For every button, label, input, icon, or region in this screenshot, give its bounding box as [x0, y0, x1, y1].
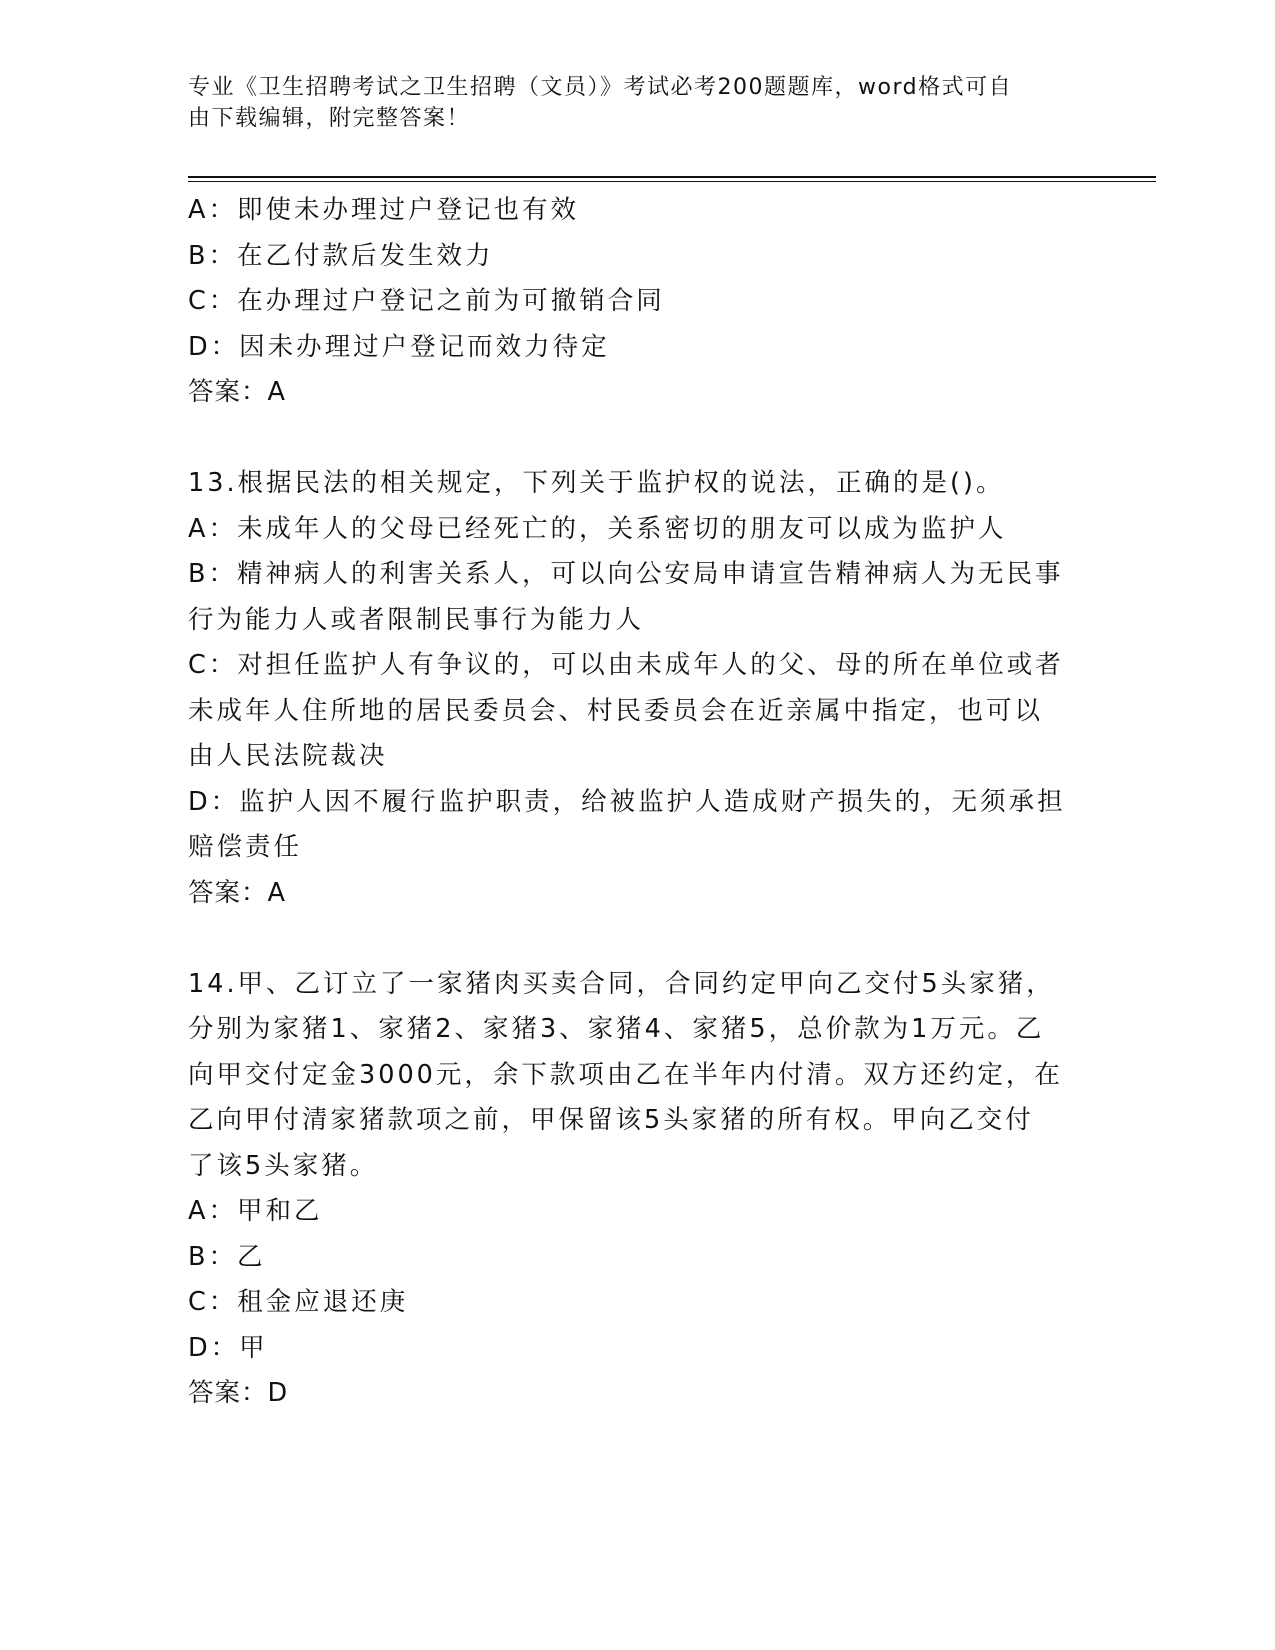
- q13-option-c-line-3: 由人民法院裁决: [188, 741, 388, 771]
- q13-option-c-line-2: 未成年人住所地的居民委员会、村民委员会在近亲属中指定，也可以: [188, 695, 1044, 726]
- document-body: [188, 188, 1088, 1417]
- q14-stem-line-5: 了该5头家猪。: [188, 1150, 379, 1181]
- header-line-2: 由下载编辑，附完整答案！: [188, 106, 471, 131]
- q14-stem-line-3: 向甲交付定金3000元，余下款项由乙在半年内付清。双方还约定，在: [188, 1059, 1063, 1090]
- q14-stem-line-4: 乙向甲付清家猪款项之前，甲保留该5头家猪的所有权。甲向乙交付: [188, 1105, 1034, 1135]
- q12-option-d: D：因未办理过户登记而效力待定: [188, 331, 610, 362]
- question-13-block: [188, 461, 1088, 916]
- q14-option-b: B：乙: [188, 1241, 266, 1272]
- header-divider-thin: [188, 181, 1156, 182]
- q13-answer: 答案：A: [188, 877, 286, 908]
- q12-answer: 答案：A: [188, 377, 286, 407]
- q13-option-b-line-2: 行为能力人或者限制民事行为能力人: [188, 604, 645, 635]
- q12-option-a: A：即使未办理过户登记也有效: [188, 195, 579, 225]
- q14-option-c: C：租金应退还庚: [188, 1287, 409, 1317]
- spacer: [188, 916, 1088, 962]
- q14-stem-line-1: 14.甲、乙订立了一家猪肉买卖合同，合同约定甲向乙交付5头家猪，: [188, 968, 1055, 999]
- spacer: [188, 416, 1088, 462]
- q13-option-a: A：未成年人的父母已经死亡的，关系密切的朋友可以成为监护人: [188, 513, 1007, 544]
- q13-option-c-line-1: C：对担任监护人有争议的，可以由未成年人的父、母的所在单位或者: [188, 650, 1064, 680]
- q13-option-b-line-1: B：精神病人的利害关系人，可以向公安局申请宣告精神病人为无民事: [188, 559, 1064, 589]
- q13-stem: 13.根据民法的相关规定，下列关于监护权的说法，正确的是()。: [188, 468, 1005, 498]
- question-14-block: [188, 962, 1088, 1417]
- q14-option-a: A：甲和乙: [188, 1196, 323, 1226]
- q14-option-d: D：甲: [188, 1332, 268, 1363]
- q12-option-b: B：在乙付款后发生效力: [188, 240, 494, 271]
- header-divider-thick: [188, 176, 1156, 178]
- q12-option-c: C：在办理过户登记之前为可撤销合同: [188, 286, 665, 316]
- q14-stem-line-2: 分别为家猪1、家猪2、家猪3、家猪4、家猪5，总价款为1万元。乙: [188, 1014, 1045, 1044]
- document-header: [188, 72, 1068, 134]
- q13-option-d-line-1: D：监护人因不履行监护职责，给被监护人造成财产损失的，无须承担: [188, 786, 1066, 817]
- q14-answer: 答案：D: [188, 1378, 289, 1408]
- q13-option-d-line-2: 赔偿责任: [188, 832, 303, 862]
- question-12-block: [188, 188, 1088, 416]
- header-line-1: 专业《卫生招聘考试之卫生招聘（文员）》考试必考200题题库，word格式可自: [188, 75, 1013, 100]
